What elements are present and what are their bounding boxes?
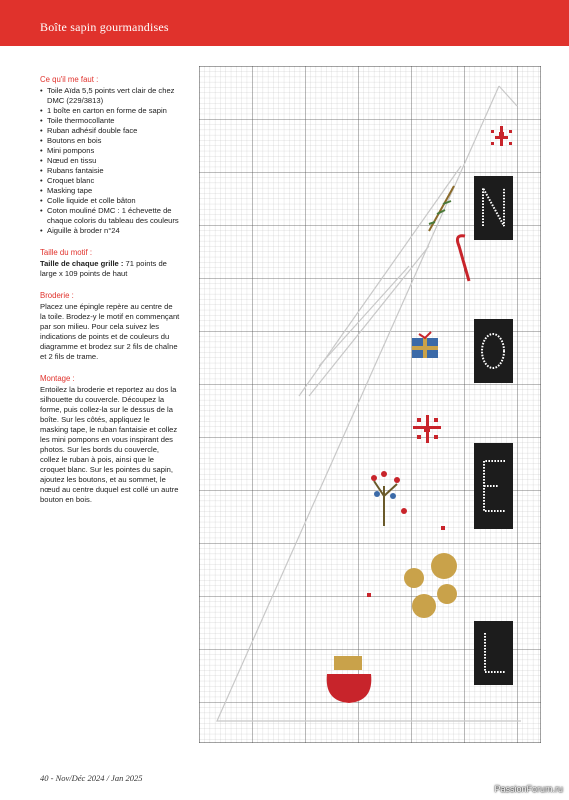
list-item: • Colle liquide et colle bâton bbox=[40, 196, 180, 206]
materials-title: Ce qu'il me faut : bbox=[40, 75, 99, 84]
assembly-title: Montage : bbox=[40, 374, 75, 383]
list-item: • 1 boîte en carton en forme de sapin bbox=[40, 106, 180, 116]
letter-block-l bbox=[474, 621, 513, 685]
page-title: Boîte sapin gourmandises bbox=[40, 20, 169, 34]
list-item: • Mini pompons bbox=[40, 146, 180, 156]
assembly-text: Entoilez la broderie et reportez au dos la silhouette du couvercle. Découpez la forme, puis collez-la sur le dessus de la boîte. Sur les côtés, appliquez le masking tape, le ruban fantaisie et collez les mini pompons en vous inspirant des photos. Sur les bords du couvercle, collez le ruban à pois, ainsi que le croquet blanc. Sur les pointes du sapin, ajoutez les boutons, et au sommet, le nœud au centre duquel est collé un autre bouton en bois. bbox=[40, 385, 179, 504]
cross-stitch-chart bbox=[199, 66, 541, 743]
list-item: • Ruban adhésif double face bbox=[40, 126, 180, 136]
embroidery-section bbox=[40, 291, 180, 362]
embroidery-title: Broderie : bbox=[40, 291, 74, 300]
snowflake-motif bbox=[413, 415, 441, 443]
list-item: • Masking tape bbox=[40, 186, 180, 196]
size-title: Taille du motif : bbox=[40, 248, 93, 257]
list-item: • Aiguille à broder n°24 bbox=[40, 226, 180, 236]
page-footer: 40 - Nov/Déc 2024 / Jan 2025 bbox=[40, 773, 143, 783]
watermark: PassionForum.ru bbox=[494, 784, 563, 794]
list-item: • Nœud en tissu bbox=[40, 156, 180, 166]
list-item: • Coton mouliné DMC : 1 échevette de chaque coloris du tableau des couleurs bbox=[40, 206, 180, 226]
list-item: • Rubans fantaisie bbox=[40, 166, 180, 176]
size-text bbox=[40, 259, 180, 279]
size-value: 71 points de large x 109 points de haut bbox=[40, 259, 167, 278]
list-item: • Toile thermocollante bbox=[40, 116, 180, 126]
assembly-section bbox=[40, 374, 180, 505]
letter-block-o bbox=[474, 319, 513, 383]
list-item: • Boutons en bois bbox=[40, 136, 180, 146]
materials-list bbox=[40, 86, 180, 236]
list-item: • Toile Aïda 5,5 points vert clair de chez DMC (229/3813) bbox=[40, 86, 180, 106]
embroidery-text: Placez une épingle repère au centre de la toile. Brodez-y le motif en commençant par son milieu. Pour cela suivez les indications de points et de couleurs du diagramme et brodez sur 2 fils de chaîne et 2 fils de trame. bbox=[40, 302, 180, 361]
list-item: • Croquet blanc bbox=[40, 176, 180, 186]
size-section bbox=[40, 248, 180, 279]
size-label: Taille de chaque grille : bbox=[40, 259, 124, 268]
instructions-column bbox=[40, 75, 180, 505]
